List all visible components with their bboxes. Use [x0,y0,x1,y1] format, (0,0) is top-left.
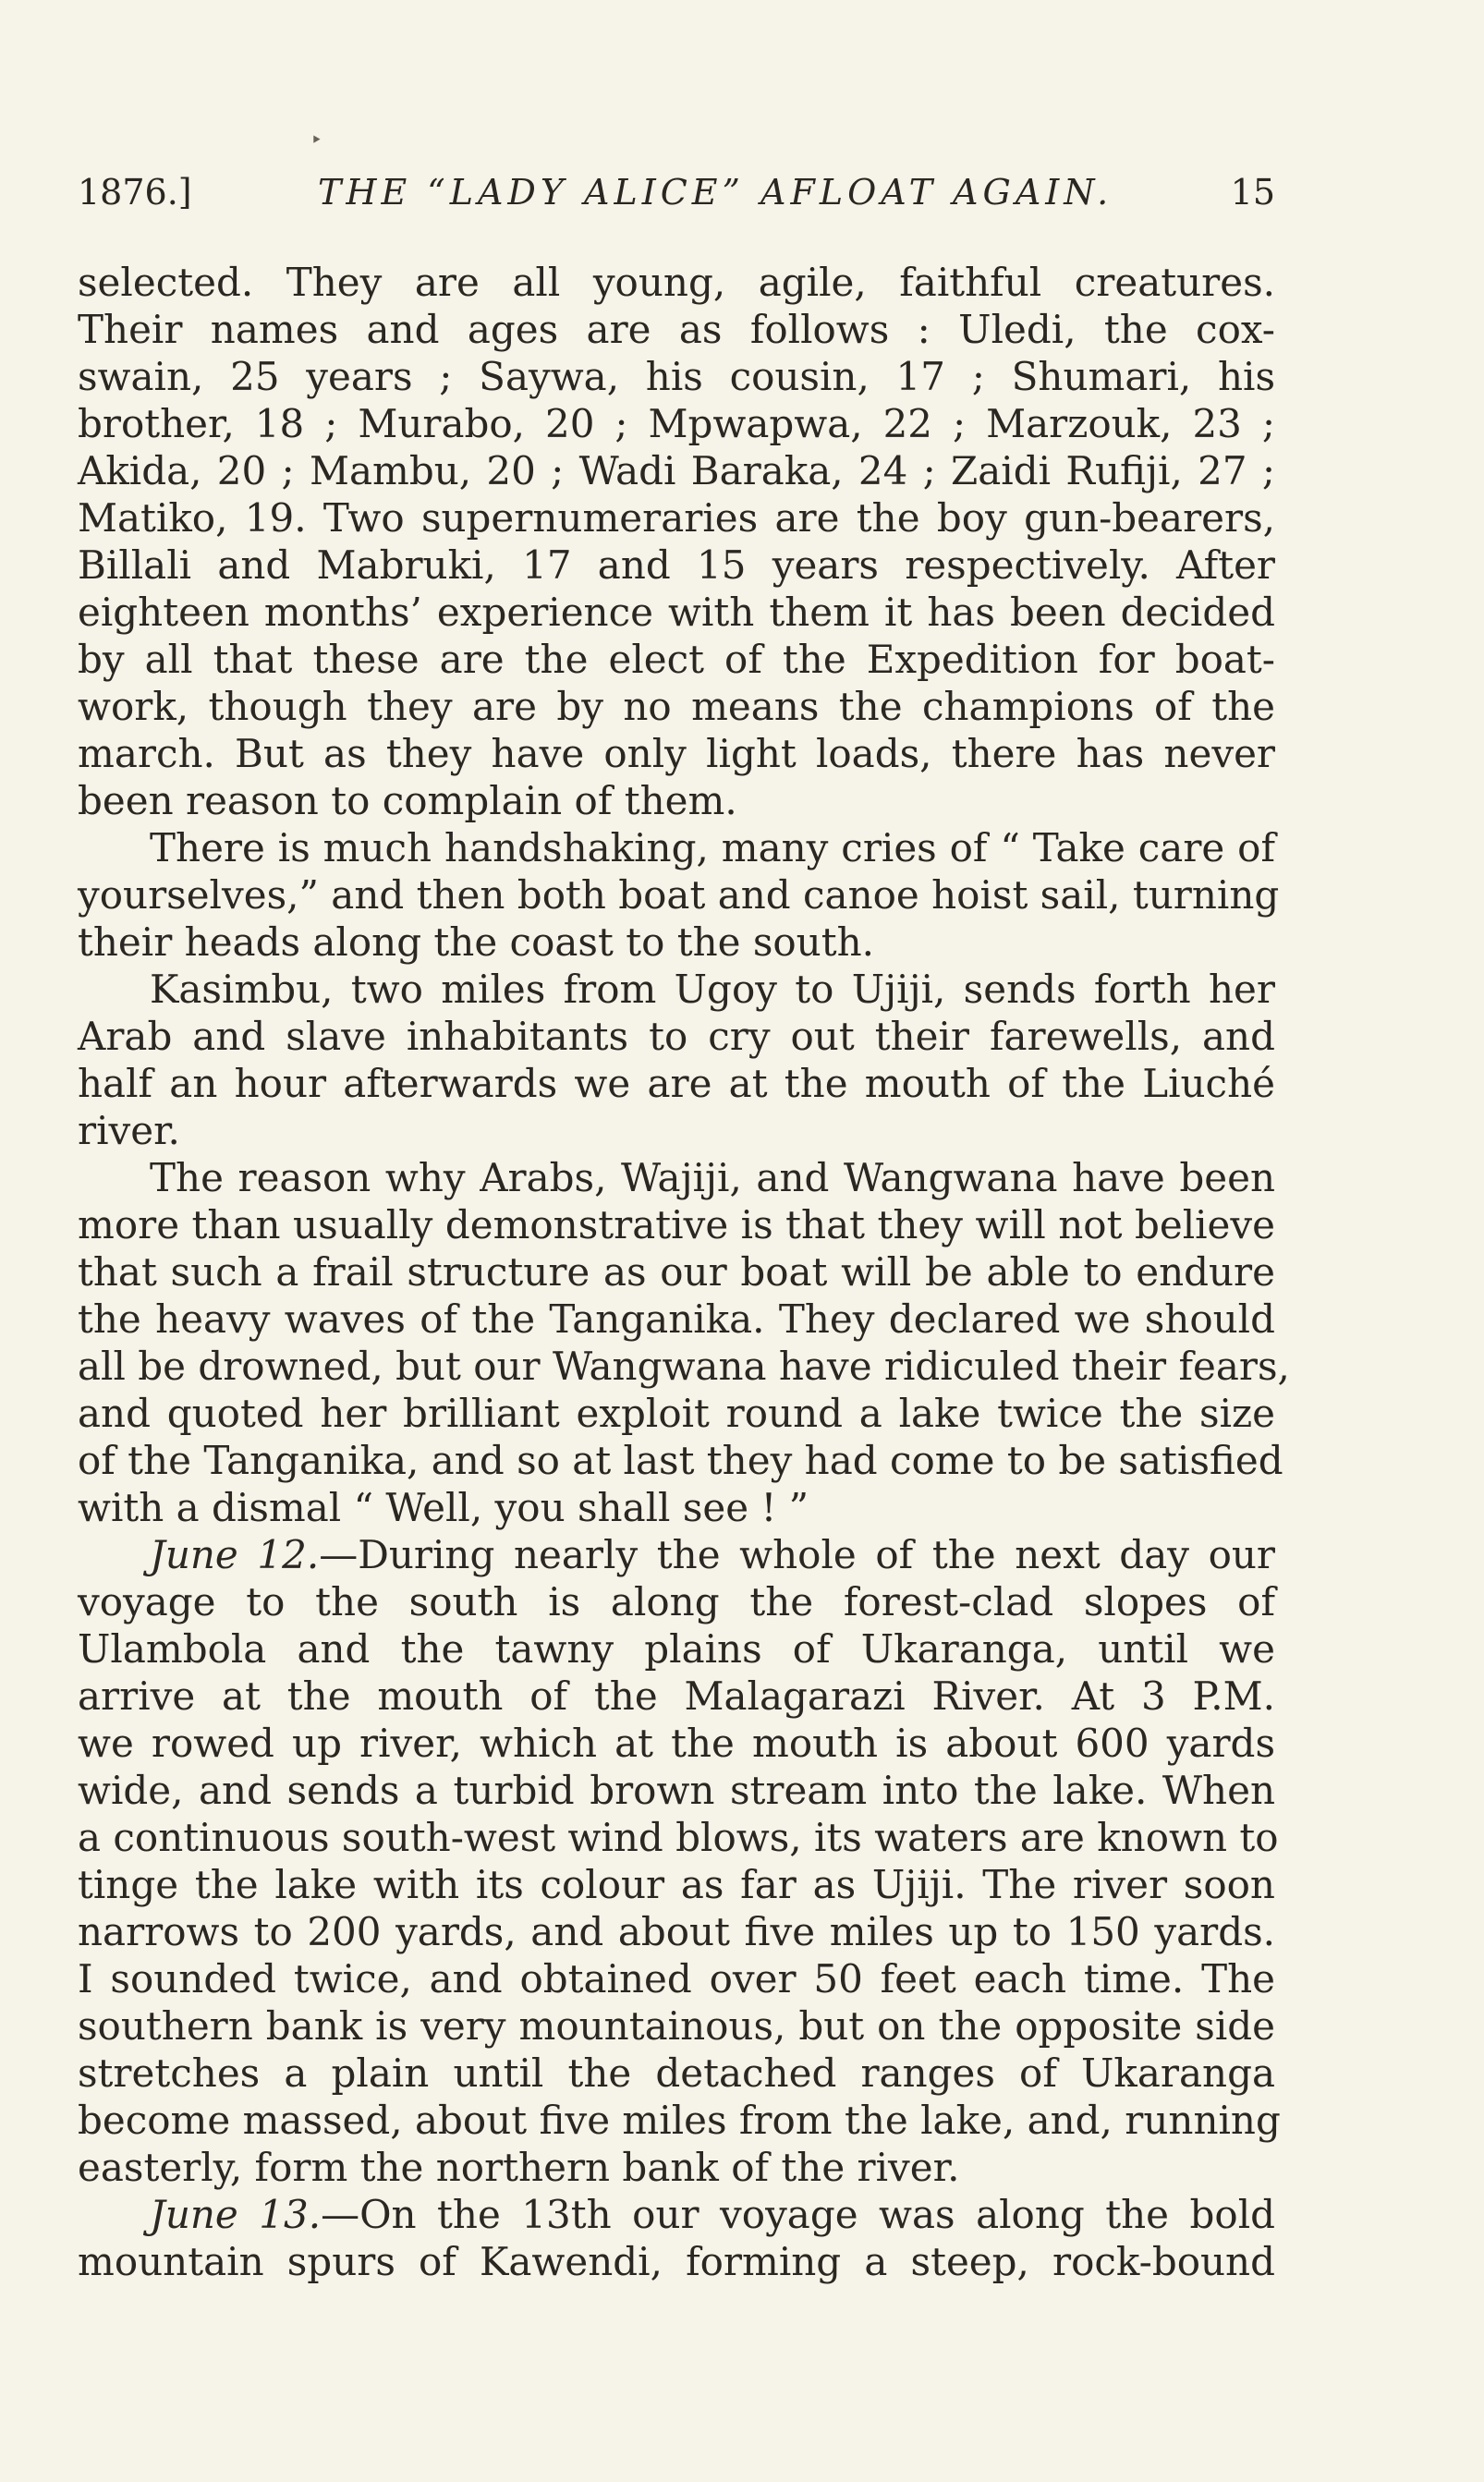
text-line: Their names and ages are as follows : Uledi, the cox- [78,307,1275,352]
text-line: all be drowned, but our Wangwana have ridiculed their fears, [78,1344,1290,1389]
stray-mark: ‣ [310,129,322,152]
header-title: THE “LADY ALICE” AFLOAT AGAIN. [318,172,1113,213]
text-line: southern bank is very mountainous, but on the opposite side [78,2003,1275,2049]
header-year: 1876.] [78,172,192,213]
text-line: I sounded twice, and obtained over 50 feet each time. The [78,1956,1275,2001]
text-line: river. [78,1108,180,1153]
text-line: tinge the lake with its colour as far as Ujiji. The river soon [78,1862,1275,1907]
text-line: arrive at the mouth of the Malagarazi River. At 3 P.M. [78,1673,1275,1719]
running-header [78,169,1275,215]
text-line: yourselves,” and then both boat and canoe hoist sail, turning [78,872,1280,918]
text-line: stretches a plain until the detached ranges of Ukaranga [78,2050,1275,2096]
text-line: eighteen months’ experience with them it has been decided [78,590,1275,635]
text-line: Billali and Mabruki, 17 and 15 years respectively. After [78,542,1275,588]
text-line: and quoted her brilliant exploit round a lake twice the size [78,1391,1275,1436]
text-line: voyage to the south is along the forest-clad slopes of [78,1579,1275,1624]
text-line: the heavy waves of the Tanganika. They declared we should [78,1296,1275,1342]
body-text [78,259,1290,2285]
text-line: easterly, form the northern bank of the river. [78,2145,960,2190]
text-line: Ulambola and the tawny plains of Ukaranga, until we [78,1626,1275,1672]
text-line: by all that these are the elect of the Expedition for boat- [78,637,1275,682]
text-line: work, though they are by no means the champions of the [78,684,1275,729]
text-line-dated [78,2191,1275,2238]
text-line: selected. They are all young, agile, faithful creatures. [78,260,1275,305]
text-line: The reason why Arabs, Wajiji, and Wangwana have been [150,1155,1275,1200]
date-june-12: June 12. [150,1532,320,1577]
text-line: been reason to complain of them. [78,778,737,823]
text-line: half an hour afterwards we are at the mouth of the Liuché [78,1061,1275,1106]
text-line: narrows to 200 yards, and about five miles up to 150 yards. [78,1909,1275,1954]
text-line: their heads along the coast to the south. [78,919,875,965]
text-line: —On the 13th our voyage was along the bold [321,2192,1276,2237]
text-line: we rowed up river, which at the mouth is about 600 yards [78,1721,1275,1766]
text-line: There is much handshaking, many cries of “ Take care of [150,825,1275,870]
text-line: Akida, 20 ; Mambu, 20 ; Wadi Baraka, 24 ; Zaidi Rufiji, 27 ; [78,448,1275,493]
date-june-13: June 13. [150,2192,322,2237]
text-line: —During nearly the whole of the next day our [319,1532,1275,1577]
page-number: 15 [1230,172,1275,213]
text-line: march. But as they have only light loads, there has never [78,731,1275,776]
text-line: brother, 18 ; Murabo, 20 ; Mpwapwa, 22 ; Marzouk, 23 ; [78,401,1275,446]
text-line: swain, 25 years ; Saywa, his cousin, 17 ; Shumari, his [78,354,1275,399]
text-line: Matiko, 19. Two supernumeraries are the boy gun-bearers, [78,495,1275,541]
text-line: Kasimbu, two miles from Ugoy to Ujiji, sends forth her [150,967,1275,1012]
text-line: become massed, about five miles from the lake, and, running [78,2098,1281,2143]
text-line: of the Tanganika, and so at last they had come to be satisfied [78,1438,1283,1483]
text-line-dated [78,1531,1275,1578]
text-line: wide, and sends a turbid brown stream into the lake. When [78,1768,1275,1813]
text-line: Arab and slave inhabitants to cry out their farewells, and [78,1014,1275,1059]
text-line: with a dismal “ Well, you shall see ! ” [78,1485,809,1530]
text-line: mountain spurs of Kawendi, forming a steep, rock-bound [78,2239,1275,2284]
text-line: more than usually demonstrative is that they will not believe [78,1202,1275,1247]
text-line: a continuous south-west wind blows, its waters are known to [78,1815,1279,1860]
text-line: that such a frail structure as our boat will be able to endure [78,1249,1275,1295]
